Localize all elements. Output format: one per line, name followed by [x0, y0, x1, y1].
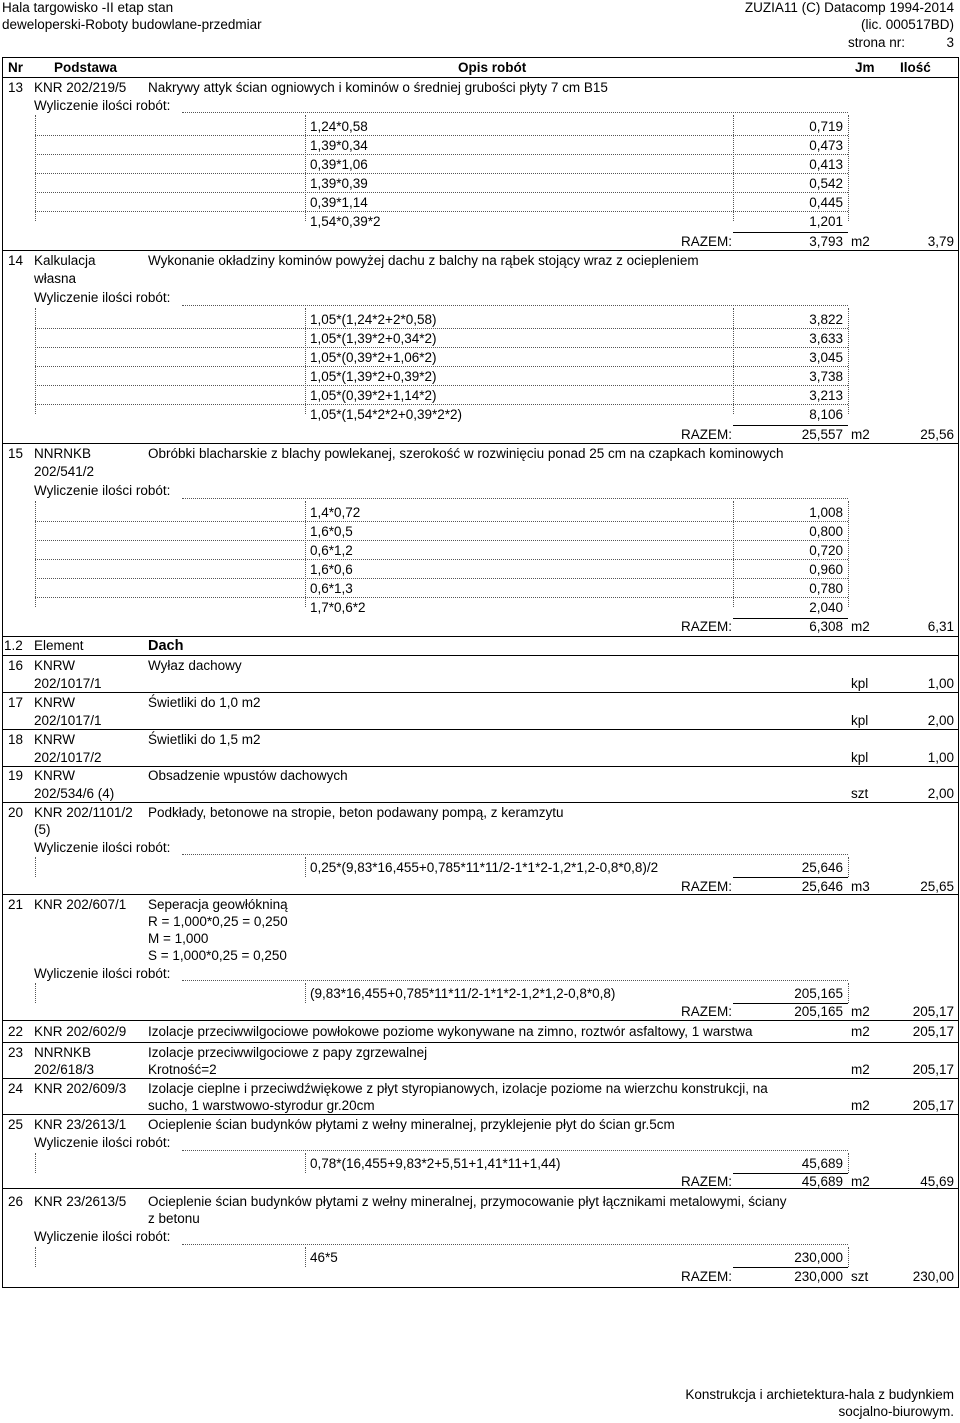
item-description-line2: sucho, 1 warstwowo-styrodur gr.20cm	[148, 1098, 375, 1113]
item-nr: 15	[8, 446, 24, 461]
calc-label: Wyliczenie ilości robót:	[34, 98, 171, 113]
col-header-jm: Jm	[855, 60, 875, 75]
calc-value: 0,413	[809, 157, 843, 172]
item-nr: 24	[8, 1081, 24, 1096]
calc-formula: 0,78*(16,455+9,83*2+5,51+1,41*11+1,44)	[310, 1156, 561, 1171]
header-divider	[2, 77, 959, 78]
item-unit: szt	[851, 786, 869, 801]
item-quantity: 230,00	[912, 1269, 954, 1284]
item-description: Wyłaz dachowy	[148, 658, 242, 673]
item-nr: 18	[8, 732, 24, 747]
calc-value: 8,106	[809, 407, 843, 422]
col-header-ilosc: Ilość	[900, 60, 931, 75]
calc-value: 205,165	[794, 986, 843, 1001]
item-nr: 16	[8, 658, 24, 673]
item-podstawa: KNR 202/219/5	[34, 80, 127, 95]
item-podstawa-line2: (5)	[34, 822, 51, 837]
item-nr: 23	[8, 1045, 24, 1060]
item-nr: 17	[8, 695, 24, 710]
item-podstawa: KNR 202/607/1	[34, 897, 127, 912]
item-podstawa: NNRNKB	[34, 446, 92, 461]
item-description: Seperacja geowłókniną	[148, 897, 288, 912]
calc-value: 0,780	[809, 581, 843, 596]
razem-value: 230,000	[794, 1269, 843, 1284]
col-header-podstawa: Podstawa	[54, 60, 118, 75]
calc-formula: 1,4*0,72	[310, 505, 361, 520]
calc-formula: 1,7*0,6*2	[310, 600, 366, 615]
item-podstawa: KNRW	[34, 732, 76, 747]
item-description: Podkłady, betonowe na stropie, beton podawany pompą, z keramzytu	[148, 805, 564, 820]
item-nr: 14	[8, 253, 24, 268]
item-quantity: 3,79	[927, 234, 954, 249]
item-unit: m2	[851, 1062, 870, 1077]
calc-formula: 1,05*(1,54*2*2+0,39*2*2)	[310, 407, 463, 422]
item-podstawa: KNR 23/2613/5	[34, 1194, 127, 1209]
element-nr: 1.2	[4, 638, 23, 653]
calc-formula: 1,05*(0,39*2+1,14*2)	[310, 388, 437, 403]
razem-value: 25,557	[801, 427, 843, 442]
item-unit: m2	[851, 1004, 870, 1019]
razem-value: 25,646	[801, 879, 843, 894]
item-description-line2: Krotność=2	[148, 1062, 217, 1077]
item-podstawa-line2: 202/618/3	[34, 1062, 95, 1077]
calc-value: 1,008	[809, 505, 843, 520]
item-unit: szt	[851, 1269, 869, 1284]
calc-formula: 1,6*0,5	[310, 524, 353, 539]
item-description: Izolacje przeciwwilgociowe z papy zgrzewalnej	[148, 1045, 428, 1060]
item-description: Obsadzenie wpustów dachowych	[148, 768, 348, 783]
item-podstawa-line2: 202/1017/1	[34, 713, 102, 728]
razem-value: 205,165	[794, 1004, 843, 1019]
item-description: Izolacje cieplne i przeciwdźwiękowe z płyt styropianowych, izolacje poziome na wierzchu konstrukcji, na	[148, 1081, 768, 1096]
razem-label: RAZEM:	[680, 619, 732, 634]
item-podstawa: KNR 202/1101/2	[34, 805, 133, 820]
calc-value: 0,542	[809, 176, 843, 191]
item-podstawa: KNR 202/602/9	[34, 1024, 127, 1039]
calc-value: 3,045	[809, 350, 843, 365]
item-description: Świetliki do 1,0 m2	[148, 695, 261, 710]
calc-value: 2,040	[809, 600, 843, 615]
item-unit: m2	[851, 1098, 870, 1113]
header-software: ZUZIA11 (C) Datacomp 1994-2014	[744, 0, 954, 15]
item-podstawa: KNRW	[34, 768, 76, 783]
item-quantity: 205,17	[912, 1062, 954, 1077]
calc-label: Wyliczenie ilości robót:	[34, 840, 171, 855]
calc-value: 3,822	[809, 312, 843, 327]
calc-value: 0,720	[809, 543, 843, 558]
item-podstawa-line2: 202/541/2	[34, 464, 95, 479]
item-description: Izolacje przeciwwilgociowe powłokowe poziome wykonywane na zimno, roztwór asfaltowy, 1 warstwa	[148, 1024, 753, 1039]
item-nr: 21	[8, 897, 24, 912]
item-nr: 22	[8, 1024, 24, 1039]
element-name: Dach	[148, 638, 184, 654]
header-project-subtitle: deweloperski-Roboty budowlane-przedmiar	[2, 17, 262, 32]
calc-value: 25,646	[801, 860, 843, 875]
item-description: Obróbki blacharskie z blachy powlekanej, szerokość w rozwinięciu ponad 25 cm na czapkach kominowych	[148, 446, 784, 461]
calc-formula: 0,6*1,3	[310, 581, 353, 596]
calc-value: 0,445	[809, 195, 843, 210]
footer-section-title: Konstrukcja i archietektura-hala z budynkiem	[685, 1387, 954, 1402]
item-description: Ocieplenie ścian budynków płytami z wełny mineralnej, przymocowanie płyt łącznikami metalowymi, ściany	[148, 1194, 787, 1209]
calc-value: 45,689	[801, 1156, 843, 1171]
item-quantity: 1,00	[927, 750, 954, 765]
element-label: Element	[34, 638, 84, 653]
item-description: Wykonanie okładziny kominów powyżej dachu z balchy na rąbek stojący wraz z ociepleniem	[148, 253, 699, 268]
item-description: Nakrywy attyk ścian ogniowych i kominów o średniej grubości płyty 7 cm B15	[148, 80, 608, 95]
razem-label: RAZEM:	[680, 234, 732, 249]
calc-label: Wyliczenie ilości robót:	[34, 290, 171, 305]
item-quantity: 25,56	[920, 427, 954, 442]
calc-label: Wyliczenie ilości robót:	[34, 1135, 171, 1150]
calc-value: 0,473	[809, 138, 843, 153]
calc-label: Wyliczenie ilości robót:	[34, 483, 171, 498]
item-description: Ocieplenie ścian budynków płytami z wełny mineralnej, przyklejenie płyt do ścian gr.5cm	[148, 1117, 675, 1132]
calc-value: 230,000	[794, 1250, 843, 1265]
razem-label: RAZEM:	[680, 1004, 732, 1019]
header-project-title: Hala targowisko -II etap stan	[2, 0, 174, 15]
calc-formula: 1,39*0,34	[310, 138, 368, 153]
razem-value: 45,689	[801, 1174, 843, 1189]
item-quantity: 1,00	[927, 676, 954, 691]
item-nr: 13	[8, 80, 24, 95]
calc-formula: 0,39*1,06	[310, 157, 368, 172]
item-description: Świetliki do 1,5 m2	[148, 732, 261, 747]
calc-formula: (9,83*16,455+0,785*11*11/2-1*1*2-1,2*1,2-0,8*0,8)	[310, 986, 616, 1001]
calc-value: 3,738	[809, 369, 843, 384]
razem-value: 6,308	[809, 619, 843, 634]
razem-label: RAZEM:	[680, 879, 732, 894]
calc-formula: 1,39*0,39	[310, 176, 368, 191]
item-nr: 25	[8, 1117, 24, 1132]
calc-value: 0,800	[809, 524, 843, 539]
calc-value: 0,960	[809, 562, 843, 577]
item-description-line2: z betonu	[148, 1211, 200, 1226]
item-unit: m2	[851, 1024, 870, 1039]
calc-formula: 1,05*(1,39*2+0,34*2)	[310, 331, 437, 346]
calc-formula: 1,6*0,6	[310, 562, 353, 577]
calc-formula: 1,24*0,58	[310, 119, 368, 134]
item-unit: m2	[851, 427, 870, 442]
calc-formula: 46*5	[310, 1250, 338, 1265]
calc-value: 1,201	[809, 214, 843, 229]
item-podstawa-line2: własna	[34, 271, 77, 286]
razem-value: 3,793	[809, 234, 843, 249]
coef-m: M = 1,000	[148, 931, 209, 946]
calc-formula: 1,54*0,39*2	[310, 214, 381, 229]
calc-formula: 0,39*1,14	[310, 195, 368, 210]
calc-formula: 1,05*(0,39*2+1,06*2)	[310, 350, 437, 365]
item-podstawa-line2: 202/534/6 (4)	[34, 786, 115, 801]
item-quantity: 205,17	[912, 1004, 954, 1019]
item-quantity: 25,65	[920, 879, 954, 894]
col-header-opis: Opis robót	[458, 60, 527, 75]
coef-r: R = 1,000*0,25 = 0,250	[148, 914, 288, 929]
calc-formula: 1,05*(1,24*2+2*0,58)	[310, 312, 437, 327]
header-license: (lic. 000517BD)	[860, 17, 954, 32]
item-unit: m2	[851, 234, 870, 249]
item-podstawa: KNRW	[34, 658, 76, 673]
calc-label: Wyliczenie ilości robót:	[34, 1229, 171, 1244]
item-unit: kpl	[851, 676, 869, 691]
item-podstawa: KNR 202/609/3	[34, 1081, 127, 1096]
item-nr: 26	[8, 1194, 24, 1209]
col-header-nr: Nr	[8, 60, 24, 75]
footer-section-title-line2: socjalno-biurowym.	[838, 1404, 954, 1419]
item-nr: 20	[8, 805, 24, 820]
item-unit: kpl	[851, 750, 869, 765]
calc-formula: 0,6*1,2	[310, 543, 353, 558]
item-podstawa: KNR 23/2613/1	[34, 1117, 127, 1132]
page-number-label: strona nr:	[848, 35, 906, 50]
coef-s: S = 1,000*0,25 = 0,250	[148, 948, 287, 963]
razem-label: RAZEM:	[680, 427, 732, 442]
calc-value: 0,719	[809, 119, 843, 134]
item-quantity: 2,00	[927, 786, 954, 801]
item-quantity: 205,17	[912, 1098, 954, 1113]
razem-label: RAZEM:	[680, 1269, 732, 1284]
item-podstawa: KNRW	[34, 695, 76, 710]
item-podstawa: Kalkulacja	[34, 253, 96, 268]
item-quantity: 6,31	[927, 619, 954, 634]
item-quantity: 2,00	[927, 713, 954, 728]
calc-value: 3,633	[809, 331, 843, 346]
calc-formula: 1,05*(1,39*2+0,39*2)	[310, 369, 437, 384]
page-number: 3	[946, 35, 954, 50]
item-unit: kpl	[851, 713, 869, 728]
item-podstawa-line2: 202/1017/1	[34, 676, 102, 691]
item-unit: m3	[851, 879, 870, 894]
item-nr: 19	[8, 768, 24, 783]
calc-label: Wyliczenie ilości robót:	[34, 966, 171, 981]
item-unit: m2	[851, 619, 870, 634]
razem-label: RAZEM:	[680, 1174, 732, 1189]
item-quantity: 45,69	[920, 1174, 954, 1189]
item-unit: m2	[851, 1174, 870, 1189]
calc-formula: 0,25*(9,83*16,455+0,785*11*11/2-1*1*2-1,2*1,2-0,8*0,8)/2	[310, 860, 659, 875]
item-podstawa-line2: 202/1017/2	[34, 750, 102, 765]
calc-value: 3,213	[809, 388, 843, 403]
item-quantity: 205,17	[912, 1024, 954, 1039]
item-podstawa: NNRNKB	[34, 1045, 92, 1060]
